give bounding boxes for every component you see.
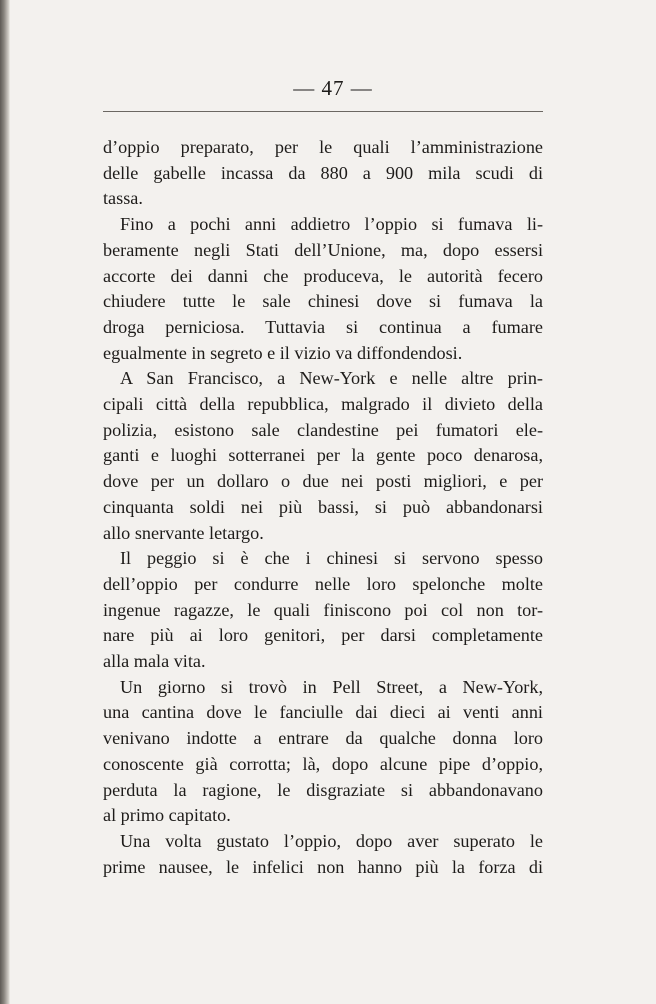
text-line: dove per un dollaro o due nei posti migliori, e per — [103, 471, 543, 492]
text-line: cipali città della repubblica, malgrado il divieto della — [103, 394, 543, 415]
text-line: Una volta gustato l’oppio, dopo aver superato le — [120, 830, 543, 851]
text-line: ganti e luoghi sotterranei per la gente poco denarosa, — [103, 445, 543, 466]
text-line: alla mala vita. — [103, 651, 206, 672]
paragraph — [103, 366, 543, 546]
text-line: cinquanta soldi nei più bassi, si può abbandonarsi — [103, 496, 543, 517]
body-text — [103, 135, 543, 880]
text-line: droga perniciosa. Tuttavia si continua a fumare — [103, 316, 543, 337]
text-line: tassa. — [103, 188, 143, 209]
header-rule — [103, 111, 543, 112]
text-line: A San Francisco, a New-York e nelle altre prin- — [120, 368, 543, 389]
paragraph — [103, 829, 543, 880]
text-line: Fino a pochi anni addietro l’oppio si fumava li- — [120, 214, 543, 235]
text-line: perduta la ragione, le disgraziate si abbandonavano — [103, 779, 543, 800]
paragraph — [103, 212, 543, 366]
text-line: Un giorno si trovò in Pell Street, a New-York, — [120, 676, 543, 697]
text-line: d’oppio preparato, per le quali l’amministrazione — [103, 137, 543, 157]
paragraph — [103, 675, 543, 829]
text-line: ingenue ragazze, le quali finiscono poi col non tor- — [103, 599, 543, 620]
text-line: dell’oppio per condurre nelle loro spelonche molte — [103, 573, 543, 594]
text-line: venivano indotte a entrare da qualche donna loro — [103, 728, 543, 749]
text-line: prime nausee, le infelici non hanno più la forza di — [103, 856, 543, 877]
text-line: delle gabelle incassa da 880 a 900 mila scudi di — [103, 162, 543, 183]
text-line: una cantina dove le fanciulle dai dieci ai venti anni — [103, 702, 543, 723]
paragraph — [103, 546, 543, 675]
text-line: egualmente in segreto e il vizio va diffondendosi. — [103, 342, 463, 363]
text-line: accorte dei danni che produceva, le autorità fecero — [103, 265, 543, 286]
paragraph — [103, 135, 543, 212]
text-line: nare più ai loro genitori, per darsi completamente — [103, 625, 543, 646]
book-spine-edge — [0, 0, 10, 1004]
text-line: al primo capitato. — [103, 805, 231, 826]
text-line: Il peggio si è che i chinesi si servono spesso — [120, 548, 543, 569]
text-line: chiudere tutte le sale chinesi dove si fumava la — [103, 291, 543, 312]
text-line: polizia, esistono sale clandestine pei fumatori ele- — [103, 419, 543, 440]
text-line: allo snervante letargo. — [103, 522, 264, 543]
page-number: — 47 — — [293, 76, 373, 100]
text-line: conoscente già corrotta; là, dopo alcune pipe d’oppio, — [103, 753, 543, 774]
text-line: beramente negli Stati dell’Unione, ma, dopo essersi — [103, 239, 543, 260]
